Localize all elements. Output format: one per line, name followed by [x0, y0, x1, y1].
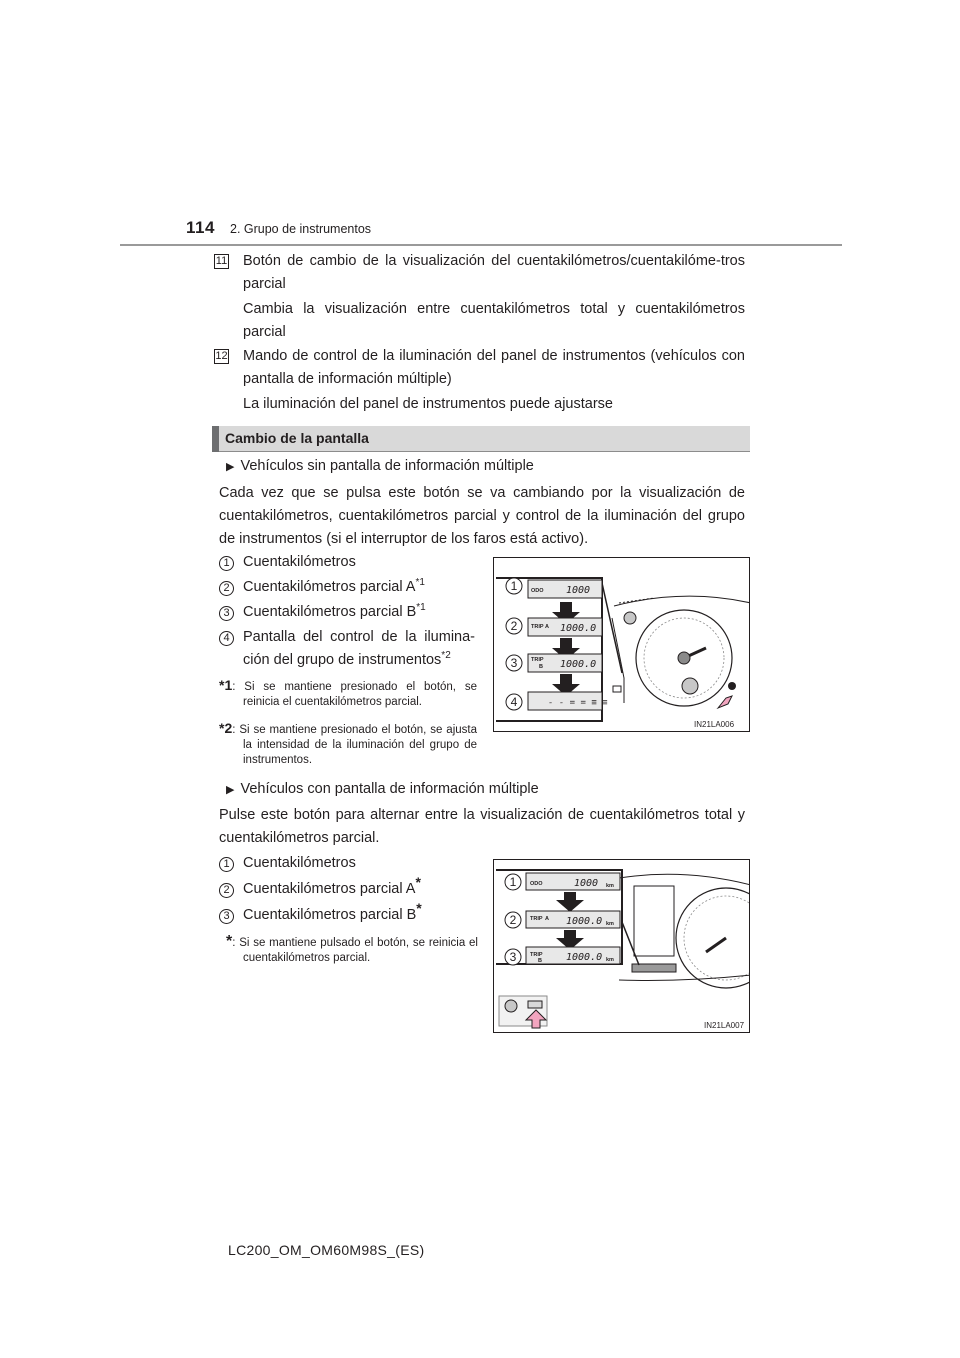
- list2-item-2-mark: *: [415, 874, 421, 891]
- triangle-bullet-icon: ▶: [226, 461, 235, 473]
- page-number: 114: [186, 218, 215, 237]
- fig1-value-3: 1000.0: [560, 659, 597, 670]
- list2-number-2: 2: [219, 883, 234, 898]
- item-number-11: 11: [215, 255, 228, 267]
- triangle-bullet-icon: ▶: [226, 784, 235, 796]
- fig2-unit-2: km: [606, 921, 614, 927]
- item-12-desc: La iluminación del panel de instrumentos puede ajustarse: [243, 396, 613, 412]
- sub1-paragraph: Cada vez que se pulsa este botón se va cambiando por la visualización de cuentakilómetros, cuentakilómetros parcial y control de la iluminación del grupo de instrumentos (si el interruptor de los faros está activo).: [219, 485, 745, 547]
- note-2: [219, 721, 477, 768]
- list1-item-4-text: Pantalla del control de la ilumina-ción del grupo de instrumentos: [243, 629, 475, 668]
- fig2-value-3: 1000.0: [566, 952, 603, 963]
- fig2-num-1: 1: [509, 875, 517, 889]
- document-footer-code: LC200_OM_OM60M98S_(ES): [228, 1242, 425, 1258]
- list2-item-2-text: Cuentakilómetros parcial A: [243, 881, 416, 897]
- fig1-label-2: TRIP: [531, 624, 544, 630]
- list1-number-1: 1: [219, 556, 234, 571]
- fig2-sub-3: B: [538, 958, 542, 964]
- fig1-num-2: 2: [510, 619, 518, 633]
- list2-item-1: Cuentakilómetros: [243, 855, 356, 871]
- sub1-heading: [226, 455, 746, 479]
- list2-item-2: [243, 874, 473, 901]
- list1-number-3: 3: [219, 606, 234, 621]
- figure-display-sequence-1: [493, 557, 750, 732]
- note-3-text: : Si se mantiene pulsado el botón, se reinicia el cuentakilómetros parcial.: [232, 937, 478, 964]
- list2-number-3: 3: [219, 909, 234, 924]
- list1-item-2: [243, 576, 473, 599]
- fig2-value-2: 1000.0: [566, 916, 603, 927]
- header-divider: [120, 244, 842, 246]
- list2-item-3-mark: *: [416, 900, 422, 917]
- note-3-mark: *: [226, 933, 233, 950]
- list1-item-2-text: Cuentakilómetros parcial A: [243, 579, 416, 595]
- fig2-code: IN21LA007: [704, 1021, 745, 1030]
- fig2-unit-1: km: [606, 883, 614, 889]
- item-number-12: 12: [215, 350, 228, 362]
- list1-number-2: 2: [219, 581, 234, 596]
- cluster-illustration-2: [494, 860, 750, 1033]
- section-band-title: Cambio de la pantalla: [225, 430, 369, 446]
- fig2-sub-2: A: [545, 916, 549, 922]
- note-3: [226, 934, 478, 966]
- fig2-value-1: 1000: [574, 878, 599, 889]
- cluster-illustration-1: [494, 558, 750, 732]
- fig2-label-1: ODO: [530, 881, 543, 887]
- item-11-desc: Cambia la visualización entre cuentakilómetros total y cuentakilómetros parcial: [243, 301, 745, 340]
- list1-number-4: 4: [219, 631, 234, 646]
- fig1-sub-3: B: [539, 664, 543, 670]
- item-12-title: Mando de control de la iluminación del panel de instrumentos (vehículos con pantalla de información múltiple): [243, 348, 745, 387]
- fig1-value-4: - - = = ≡ ≡: [548, 698, 608, 708]
- fig1-sub-2: A: [545, 624, 549, 630]
- list1-item-3: [243, 601, 473, 624]
- sub2-heading-text: Vehículos con pantalla de información múltiple: [240, 781, 539, 797]
- list1-item-2-mark: *1: [415, 577, 425, 589]
- section-title: 2. Grupo de instrumentos: [230, 222, 372, 236]
- sub2-paragraph: Pulse este botón para alternar entre la visualización de cuentakilómetros total y cuentakilómetros parcial.: [219, 807, 745, 846]
- fig2-unit-3: km: [606, 957, 614, 963]
- fig2-num-3: 3: [509, 950, 517, 964]
- list1-item-4-mark: *2: [441, 650, 451, 662]
- section-band: [212, 426, 750, 452]
- list1-item-1: Cuentakilómetros: [243, 554, 356, 570]
- note-2-mark: *2: [219, 720, 233, 736]
- fig1-num-4: 4: [510, 695, 518, 709]
- note-2-text: : Si se mantiene presionado el botón, se ajusta la intensidad de la iluminación del grupo de instrumentos.: [232, 724, 477, 766]
- list1-item-3-text: Cuentakilómetros parcial B: [243, 604, 417, 620]
- fig1-label-1: ODO: [531, 588, 544, 594]
- fig1-value-1: 1000: [566, 585, 591, 596]
- fig1-num-1: 1: [510, 579, 518, 593]
- fig1-num-3: 3: [510, 656, 518, 670]
- note-1: [219, 678, 477, 710]
- sub1-heading-text: Vehículos sin pantalla de información múltiple: [240, 458, 534, 474]
- fig1-code: IN21LA006: [694, 720, 735, 729]
- list2-item-3-text: Cuentakilómetros parcial B: [243, 907, 417, 923]
- list2-number-1: 1: [219, 857, 234, 872]
- note-1-mark: *1: [219, 677, 233, 693]
- sub2-heading: [226, 778, 746, 802]
- note-1-text: : Si se mantiene presionado el botón, se reinicia el cuentakilómetros parcial.: [232, 681, 477, 708]
- item-11-title: Botón de cambio de la visualización del cuentakilómetros/cuentakilóme-tros parcial: [243, 253, 745, 292]
- fig2-label-3: TRIP: [530, 952, 543, 958]
- list1-item-4: [243, 626, 475, 672]
- list1-item-3-mark: *1: [416, 602, 426, 614]
- section-band-marker: [212, 426, 219, 452]
- fig2-label-2: TRIP: [530, 916, 543, 922]
- fig1-label-3: TRIP: [531, 657, 544, 663]
- fig1-value-2: 1000.0: [560, 623, 597, 634]
- fig2-num-2: 2: [509, 913, 517, 927]
- figure-display-sequence-2: [493, 859, 750, 1033]
- list2-item-3: [243, 900, 473, 927]
